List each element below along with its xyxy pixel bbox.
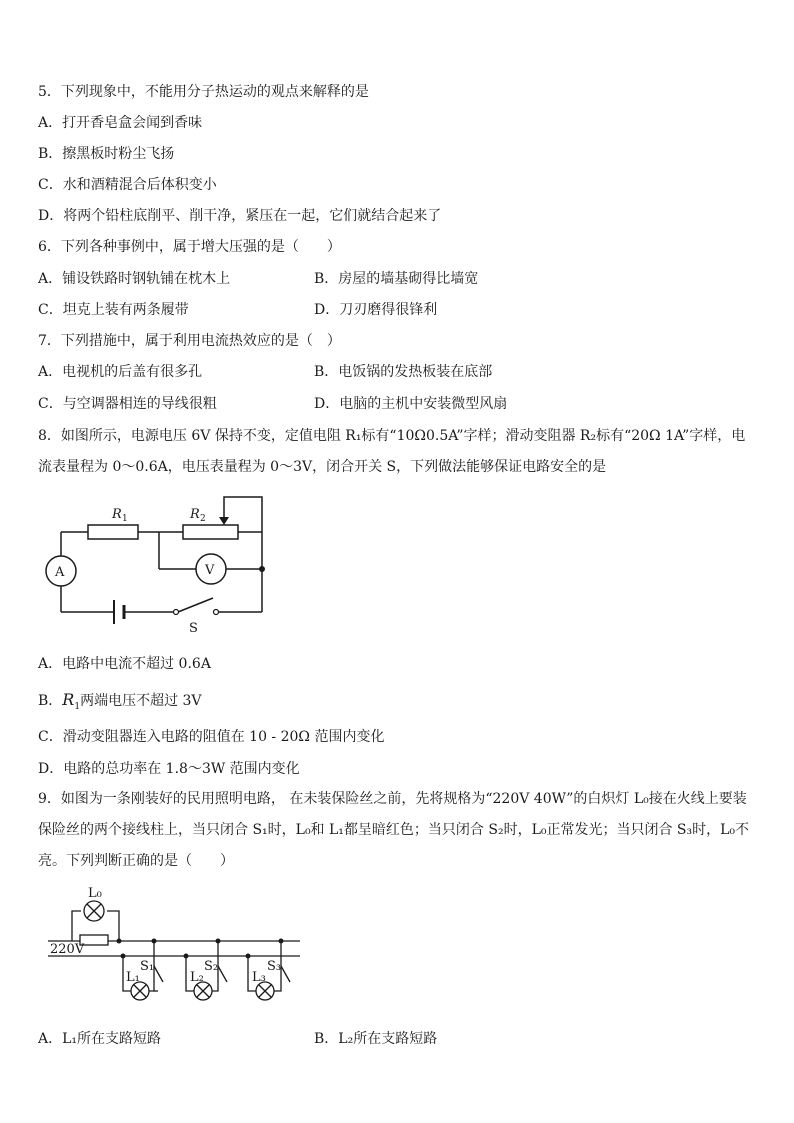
q7-option-c: C．与空调器相连的导线很粗 bbox=[38, 396, 217, 412]
q5-option-c: C．水和酒精混合后体积变小 bbox=[38, 177, 217, 193]
s1-label: S₁ bbox=[140, 959, 155, 974]
ammeter-label: A bbox=[55, 565, 65, 580]
switch-label: S bbox=[189, 621, 198, 636]
q6-option-a: A．铺设铁路时钢轨铺在枕木上 bbox=[38, 271, 231, 287]
q8-option-d: D．电路的总功率在 1.8～3W 范围内变化 bbox=[38, 761, 300, 777]
q5-stem: 5．下列现象中，不能用分子热运动的观点来解释的是 bbox=[38, 84, 369, 100]
q7-option-d: D．电脑的主机中安装微型风扇 bbox=[314, 396, 508, 412]
voltmeter-label: V bbox=[205, 563, 215, 578]
q7-stem: 7．下列措施中，属于利用电流热效应的是（ ） bbox=[38, 333, 341, 349]
r2-resistor bbox=[183, 525, 238, 539]
q9-stem: 9．如图为一条刚装好的民用照明电路， 在未装保险丝之前，先将规格为“220V 40W”的白炽灯 L₀接在火线上要装保险丝的两个接线柱上，当只闭合 S₁时，L₀和 L₁都呈暗红色；当只闭合 S₂时，L₀正常发光；当只闭合 S₃时，L₀不亮。下列判断正确的是（ ） bbox=[38, 791, 750, 869]
q5-option-b: B．擦黑板时粉尘飞扬 bbox=[38, 146, 175, 162]
l2-label: L₂ bbox=[190, 970, 204, 985]
q6-option-c: C．坦克上装有两条履带 bbox=[38, 302, 189, 318]
q6-option-d: D．刀刃磨得很锋利 bbox=[314, 302, 438, 318]
q8-option-c: C．滑动变阻器连入电路的阻值在 10 - 20Ω 范围内变化 bbox=[38, 729, 385, 745]
q5-option-a: A．打开香皂盒会闻到香味 bbox=[38, 115, 203, 131]
q7-option-b: B．电饭锅的发热板装在底部 bbox=[314, 364, 493, 380]
q8-option-b bbox=[38, 690, 202, 717]
q8-option-b-subscript: 1 bbox=[74, 701, 81, 712]
q6-option-b: B．房屋的墙基砌得比墙宽 bbox=[314, 271, 479, 287]
q8-option-b-symbol: R bbox=[62, 690, 75, 709]
q8-option-b-prefix: B． bbox=[38, 693, 63, 709]
r1-label-sub: 1 bbox=[122, 514, 128, 524]
r2-label: R bbox=[190, 507, 200, 522]
slider-arrow-icon bbox=[219, 517, 229, 525]
s2-label: S₂ bbox=[204, 959, 219, 974]
r1-resistor bbox=[88, 525, 138, 539]
l0-label: L₀ bbox=[88, 886, 102, 901]
l3-label: L₃ bbox=[252, 970, 266, 985]
q5-option-d: D．将两个铅柱底削平、削干净，紧压在一起，它们就结合起来了 bbox=[38, 208, 442, 224]
r2-label-sub: 2 bbox=[200, 514, 206, 524]
r1-label: R bbox=[112, 507, 122, 522]
q8-stem: 8．如图所示，电源电压 6V 保持不变，定值电阻 R₁标有“10Ω0.5A”字样；滑动变阻器 R₂标有“20Ω 1A”字样，电流表量程为 0～0.6A，电压表量程为 0～3V，闭合开关 S，下列做法能够保证电路安全的是 bbox=[38, 428, 746, 475]
l1-label: L₁ bbox=[126, 970, 140, 985]
q9-option-a: A．L₁所在支路短路 bbox=[38, 1031, 162, 1047]
q6-stem: 6．下列各种事例中，属于增大压强的是（ ） bbox=[38, 239, 341, 255]
q8-option-b-text: 两端电压不超过 3V bbox=[80, 693, 202, 709]
q7-option-a: A．电视机的后盖有很多孔 bbox=[38, 364, 203, 380]
s3-label: S₃ bbox=[267, 959, 282, 974]
q9-option-b: B．L₂所在支路短路 bbox=[314, 1031, 438, 1047]
voltage-label: 220V bbox=[50, 942, 85, 957]
q8-option-a: A．电路中电流不超过 0.6A bbox=[38, 656, 211, 672]
